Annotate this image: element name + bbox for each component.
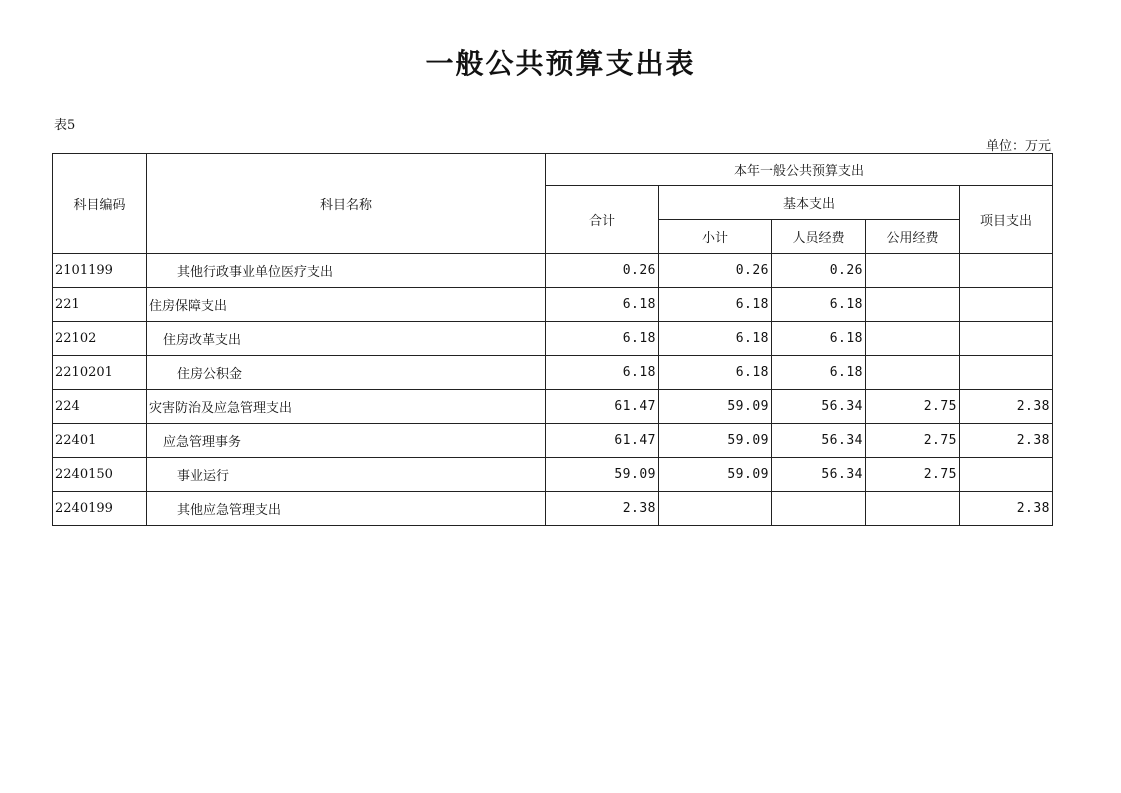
table-body: [53, 254, 1053, 526]
cell-name: 灾害防治及应急管理支出: [147, 390, 546, 424]
cell-code: 22102: [53, 322, 147, 356]
header-total: 合计: [546, 186, 659, 254]
cell-personnel: 56.34: [772, 424, 866, 458]
cell-project: [960, 254, 1053, 288]
cell-project: 2.38: [960, 424, 1053, 458]
cell-personnel: [772, 492, 866, 526]
header-current-year: 本年一般公共预算支出: [546, 154, 1053, 186]
cell-personnel: 6.18: [772, 322, 866, 356]
cell-project: [960, 288, 1053, 322]
budget-table: [52, 153, 1053, 526]
cell-total: 0.26: [546, 254, 659, 288]
cell-public: 2.75: [866, 390, 960, 424]
cell-subtotal: 59.09: [659, 424, 772, 458]
table-row: [53, 424, 1053, 458]
table-row: [53, 458, 1053, 492]
cell-code: 2240199: [53, 492, 147, 526]
cell-total: 59.09: [546, 458, 659, 492]
header-name: 科目名称: [147, 154, 546, 254]
cell-name: 应急管理事务: [147, 424, 546, 458]
cell-personnel: 56.34: [772, 458, 866, 492]
cell-subtotal: 0.26: [659, 254, 772, 288]
cell-total: 6.18: [546, 288, 659, 322]
cell-personnel: 56.34: [772, 390, 866, 424]
table-row: [53, 322, 1053, 356]
cell-name: 事业运行: [147, 458, 546, 492]
cell-public: [866, 492, 960, 526]
header-basic: 基本支出: [659, 186, 960, 220]
cell-public: [866, 356, 960, 390]
cell-code: 2240150: [53, 458, 147, 492]
table-row: [53, 492, 1053, 526]
cell-public: 2.75: [866, 458, 960, 492]
cell-code: 22401: [53, 424, 147, 458]
cell-subtotal: 6.18: [659, 322, 772, 356]
header-personnel: 人员经费: [772, 220, 866, 254]
cell-name: 住房公积金: [147, 356, 546, 390]
cell-total: 61.47: [546, 390, 659, 424]
page-title: 一般公共预算支出表: [425, 47, 696, 80]
cell-project: [960, 356, 1053, 390]
cell-subtotal: 6.18: [659, 288, 772, 322]
cell-name: 住房改革支出: [147, 322, 546, 356]
cell-code: 224: [53, 390, 147, 424]
cell-personnel: 6.18: [772, 288, 866, 322]
cell-total: 61.47: [546, 424, 659, 458]
cell-public: [866, 254, 960, 288]
cell-subtotal: 59.09: [659, 390, 772, 424]
cell-project: [960, 458, 1053, 492]
cell-name: 其他行政事业单位医疗支出: [147, 254, 546, 288]
cell-name: 其他应急管理支出: [147, 492, 546, 526]
cell-project: [960, 322, 1053, 356]
cell-name: 住房保障支出: [147, 288, 546, 322]
cell-code: 2210201: [53, 356, 147, 390]
cell-public: 2.75: [866, 424, 960, 458]
header-project: 项目支出: [960, 186, 1053, 254]
table-number: 表5: [54, 118, 76, 133]
cell-public: [866, 288, 960, 322]
header-subtotal: 小计: [659, 220, 772, 254]
cell-project: 2.38: [960, 390, 1053, 424]
table-row: [53, 356, 1053, 390]
table-row: [53, 288, 1053, 322]
cell-project: 2.38: [960, 492, 1053, 526]
table-header: [53, 154, 1053, 254]
header-code: 科目编码: [53, 154, 147, 254]
cell-subtotal: 6.18: [659, 356, 772, 390]
table-row: [53, 254, 1053, 288]
unit-label: 单位：万元: [985, 139, 1051, 154]
header-public: 公用经费: [866, 220, 960, 254]
table-row: [53, 390, 1053, 424]
cell-personnel: 0.26: [772, 254, 866, 288]
cell-total: 6.18: [546, 356, 659, 390]
cell-public: [866, 322, 960, 356]
cell-code: 221: [53, 288, 147, 322]
cell-total: 2.38: [546, 492, 659, 526]
cell-subtotal: 59.09: [659, 458, 772, 492]
cell-subtotal: [659, 492, 772, 526]
cell-total: 6.18: [546, 322, 659, 356]
cell-code: 2101199: [53, 254, 147, 288]
cell-personnel: 6.18: [772, 356, 866, 390]
